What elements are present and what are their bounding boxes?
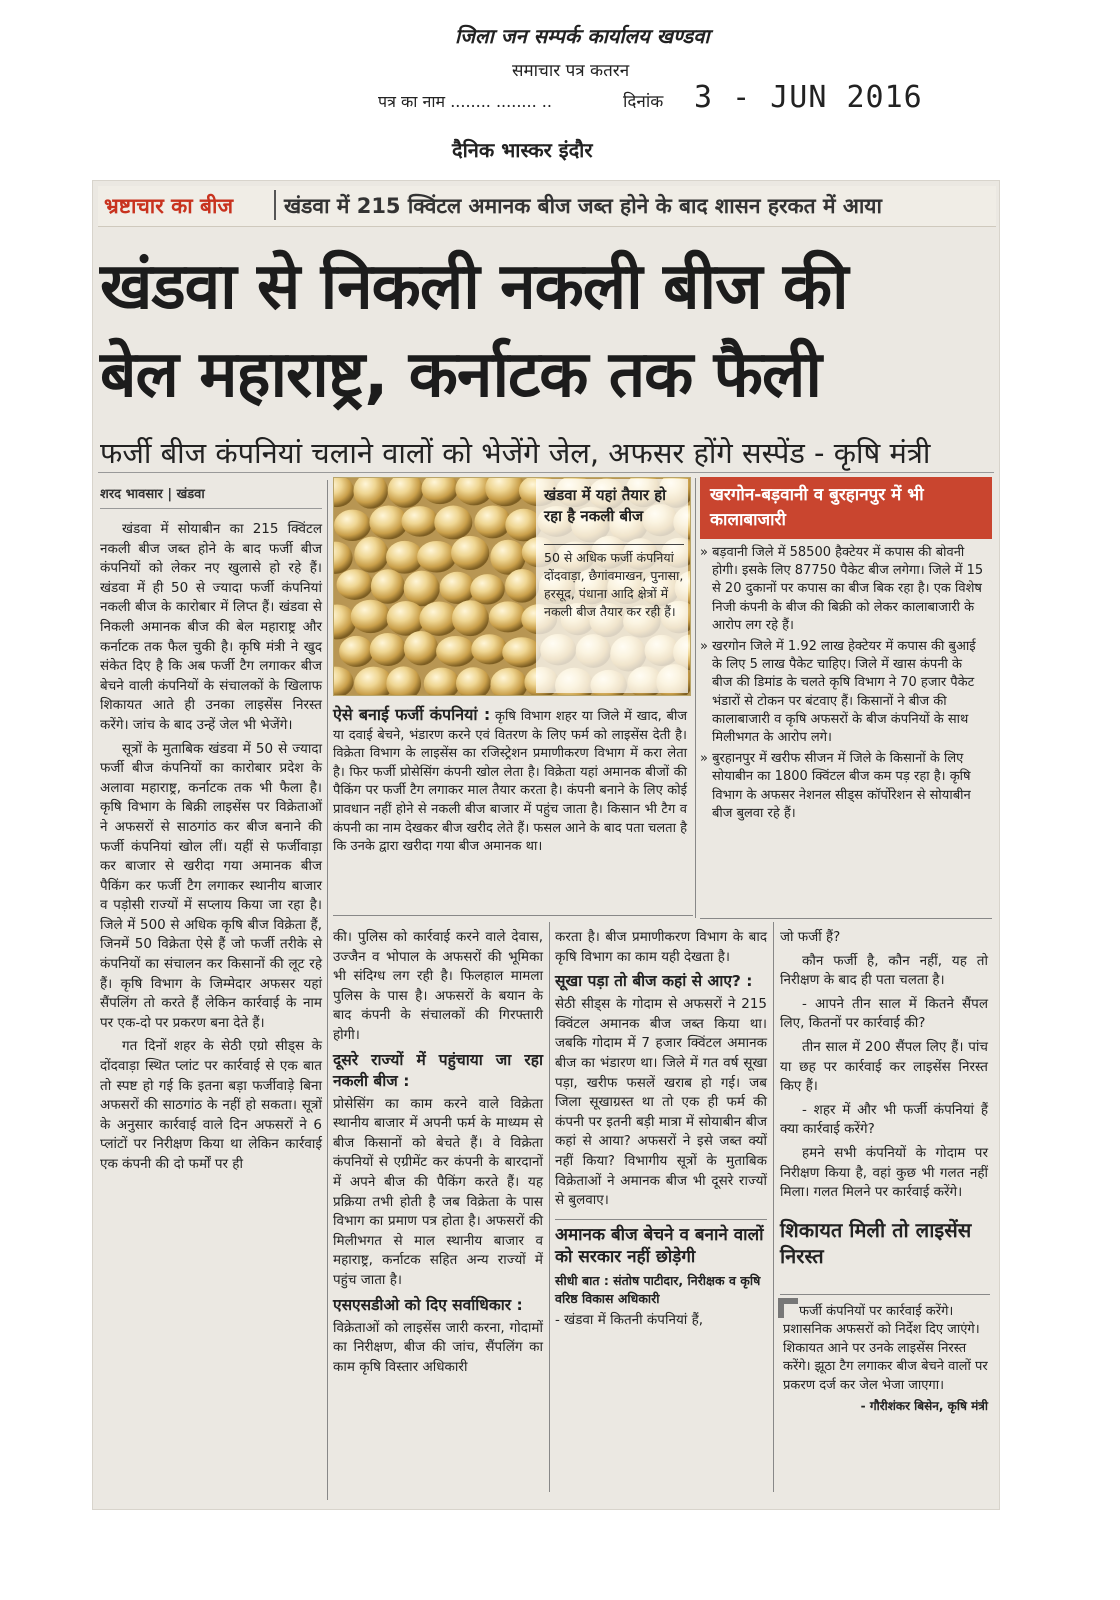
sidebar-item-burhanpur: » बुरहानपुर में खरीफ सीजन में जिले के किसानों के लिए सोयाबीन का 1800 क्विंटल बीज कम पड़ रहा है। कृषि विभाग के अफसर नेशनल सीड्स कॉर्पोरेशन से सोयाबीन बीज बुलवा रहे हैं। (700, 751, 971, 821)
date-value: 3 - JUN 2016 (694, 80, 923, 115)
soybean (505, 569, 539, 603)
column-rule-1 (327, 480, 328, 1500)
column-rule-2 (549, 922, 550, 1492)
soybean (439, 572, 475, 604)
interview-question-1: - खंडवा में कितनी कंपनियां हैं, (555, 1311, 704, 1328)
fake-companies-title: ऐसे बनाई फर्जी कंपनियां : (333, 705, 491, 724)
interview-meta: सीधी बात : संतोष पाटीदार, निरीक्षक व कृषि वरिष्ठ विकास अधिकारी (555, 1272, 761, 1306)
fake-companies-body: कृषि विभाग शहर या जिले में खाद, बीज या दवाई बेचने, भंडारण करने एवं वितरण के लिए फर्म को लाइसेंस देती है। विक्रेता विभाग के लाइसेंस का रजिस्ट्रेशन प्रमाणीकरण विभाग में करा लेता है। फिर फर्जी प्रोसेसिंग कंपनी खोल लेता है। विक्रेता यहां अमानक बीजों की पैकिंग पर फर्जी टैग लगाकर माल तैयार करता है। कंपनी बनाने के लिए कोई प्रावधान नहीं होने से नकली बीज बाजार में पहुंच जाता है। किसान भी टैग व कंपनी का नाम देखकर बीज खरीद लेते हैं। फसल आने के बाद पता चलता है कि उनके द्वारा खरीदा गया बीज अमानक था। (333, 709, 687, 855)
column-4 (780, 928, 988, 1207)
soybean (371, 569, 405, 604)
interview-answer-3: हमने सभी कंपनियों के गोदाम पर निरीक्षण किया है, वहां कुछ भी गलत नहीं मिला। गलत मिलने पर कार्रवाई करेंगे। (780, 1144, 988, 1201)
kicker-text: खंडवा में 215 क्विंटल अमानक बीज जब्त होने के बाद शासन हरकत में आया (284, 194, 882, 218)
newspaper-name: दैनिक भास्कर इंदौर (452, 138, 593, 162)
soybean (404, 571, 440, 607)
col3-paragraph-1: करता है। बीज प्रमाणीकरण विभाग के बाद कृषि विभाग का काम यही देखता है। (555, 929, 767, 965)
byline: शरद भावसार | खंडवा (100, 484, 322, 509)
column-rule-3 (773, 922, 774, 1492)
interview-question-3: - शहर में और भी फर्जी कंपनियां हैं क्या कार्रवाई करेंगे? (780, 1101, 988, 1138)
fake-companies-box (333, 706, 687, 857)
soybean (471, 634, 507, 664)
soybean (401, 506, 438, 537)
deck-subheadline: फर्जी बीज कंपनियां चलाने वालों को भेजेंगे जेल, अफसर होंगे सस्पेंड - कृषि मंत्री (100, 436, 931, 470)
minister-quote-attribution: - गौरीशंकर बिसेन, कृषि मंत्री (860, 1399, 988, 1414)
soybean (452, 600, 489, 636)
col2-paragraph-1: की। पुलिस को कार्रवाई करने वाले देवास, उज्जैन व भोपाल के अफसरों की भूमिका भी संदिग्ध लग रही है। फिलहाल मामला पुलिस के पास है। अफसरों के बयान के बाद कंपनी के संचालकों की गिरफ्तारी होगी। (333, 929, 543, 1043)
interview-question-1-cont: जो फर्जी हैं? (780, 929, 841, 945)
sidebar-item-barwani: » बड़वानी जिले में 58500 हैक्टेयर में कपास की बोवनी होगी। इसके लिए 87750 पैकेट बीज लगेगा। जिले में 15 से 20 दुकानों पर कपास का बीज बिक रहा है। एक विशेष निजी कंपनी के बीज की बिक्री को लेकर कालाबाजारी के आरोप लग रहे हैं। (700, 545, 984, 633)
col1-paragraph-1: खंडवा में सोयाबीन का 215 क्विंटल नकली बीज जब्त होने के बाद फर्जी बीज कंपनियों को लेकर नए खुलासे हो रहे हैं। खंडवा में ही 50 से ज्यादा फर्जी कंपनियां नकली बीज के कारोबार में लिप्त हैं। खंडवा से निकली अमानक बीज की बेल महाराष्ट्र और कर्नाटक तक फैल चुकी है। कृषि मंत्री ने खुद संकेत दिए है कि अब फर्जी टैग लगाकर बीज बेचने वाली कंपनियों के संचालकों के खिलाफ शिकायत आते ही उनका लाइसेंस निरस्त करेंगे। जांच के बाद उन्हें जेल भी भेजेंगे। (100, 521, 322, 733)
interview-headline: अमानक बीज बेचने व बनाने वालों को सरकार नहीं छोड़ेगी (555, 1219, 767, 1268)
soybean (489, 601, 527, 632)
soybean (334, 510, 371, 541)
sidebar-header (700, 477, 992, 539)
col1-paragraph-2: सूत्रों के मुताबिक खंडवा में 50 से ज्यादा फर्जी बीज कंपनियों का कारोबार प्रदेश के अलावा महाराष्ट्र, कर्नाटक तक भी फैला है। कृषि विभाग के बिक्री लाइसेंस पर विक्रेताओं ने अफसरों से साठगांठ कर बीज बनाने की फर्जी कंपनियां खोल लीं। यहीं से फर्जीवाड़ा कर बाजार से खरीदा गया अमानक बीज पैकिंग कर फर्जी टैग लगाकर स्थानीय बाजार व पड़ोसी राज्यों में सप्लाय किया जा रहा है। जिले में 500 से अधिक कृषि बीज विक्रेता हैं, जिनमें 50 विक्रेता ऐसे हैं जो फर्जी तरीके से कंपनियों का संचालन कर किसानों की लूट रहे हैं। कृषि विभाग के जिम्मेदार अफसर यहां सैंपलिंग तो करते हैं लेकिन कार्रवाई के नाम पर एक-दो पर प्रकरण बना देते हैं। (100, 740, 322, 1031)
col3-paragraph-2: सेठी सीड्स के गोदाम से अफसरों ने 215 क्विंटल अमानक बीज जब्त किया था। जबकि गोदाम में 7 हजार क्विंटल अमानक बीज का भंडारण था। जिले में गत वर्ष सूखा पड़ा, खरीफ फसलें खराब हो गई। जब जिला सूखाग्रस्त था तो एक ही फर्म की कंपनी पर इतनी बड़ी मात्रा में सोयाबीन बीज कहां से आया? अफसरों ने इसे जब्त क्यों नहीं किया? विभागीय सूत्रों के मुताबिक विक्रेताओं ने अमानक बीज भी दूसरे राज्यों से बुलवाए। (555, 996, 767, 1209)
sidebar-rule (695, 478, 696, 918)
soybean (470, 574, 504, 604)
soybean (474, 505, 511, 538)
photo-caption-title: खंडवा में यहां तैयार हो रहा है नकली बीज (544, 486, 667, 525)
col3-subhead-1: सूखा पड़ा तो बीज कहां से आए? : (555, 972, 753, 991)
photo-caption-box (536, 479, 688, 693)
photo-caption-body: 50 से अधिक फर्जी कंपनियां दोंदवाड़ा, छैगांवमाखन, पुनासा, हरसूद, पंधाना आदि क्षेत्रों में नकली बीज तैयार कर रही हैं। (544, 544, 684, 621)
sidebar-item-khargone: » खरगोन जिले में 1.92 लाख हेक्टेयर में कपास की बुआई के लिए 5 लाख पैकेट चाहिए। जिले में खास कंपनी के बीज की डिमांड के चलते कृषि विभाग ने 70 हजार पैकेट भंडारों से टोकन पर बंटवाए हैं। किसानों ने बीज की कालाबाजारी व कृषि अफसरों के बीज कंपनियों के साथ मिलीभगत के आरोप लगे। (700, 639, 976, 746)
interview-answer-2: तीन साल में 200 सैंपल लिए हैं। पांच या छह पर कार्रवाई कर लाइसेंस निरस्त किए हैं। (780, 1038, 988, 1095)
closing-rule (780, 1294, 990, 1295)
col1-paragraph-3: गत दिनों शहर के सेठी एग्रो सीड्स के दोंदवाड़ा स्थित प्लांट पर कार्रवाई से एक बात तो स्पष्ट हो गई कि इतना बड़ा फर्जीवाड़े बिना अफसरों की साठगांठ के नहीं हो सकता। सूत्रों के अनुसार कार्रवाई वाले दिन अफसरों ने 6 प्लांटों पर निरीक्षण किया था लेकिन कार्रवाई एक कंपनी की दो फर्मों पर ही (100, 1038, 322, 1172)
soybean (370, 633, 406, 666)
soybean (337, 569, 373, 600)
paper-name-label: पत्र का नाम ........ ........ .. (378, 92, 552, 111)
soybean (451, 536, 489, 570)
soybean (404, 631, 438, 665)
soybean (339, 636, 374, 667)
soybean (436, 636, 475, 667)
headline-line-2: बेल महाराष्ट्र, कर्नाटक तक फैली (100, 338, 821, 412)
deck-rule (98, 472, 994, 473)
col2-paragraph-2: प्रोसेसिंग का काम करने वाले विक्रेता स्थानीय बाजार में अपनी फर्म के माध्यम से बीज किसानों को बेचते हैं। वे विक्रेता कंपनियों से एग्रीमेंट कर कंपनी के बारदानों में अपने बीज की पैकिंग करते हैं। यह प्रक्रिया तभी होती है जब विक्रेता के पास विभाग का प्रमाण पत्र होता है। अफसरों की मिलीभगत से माल स्थानीय बाजार व महाराष्ट्र, कर्नाटक सहित अन्य राज्यों में पहुंच जाता है। (333, 1095, 543, 1288)
kicker-tag: भ्रष्टाचार का बीज (104, 194, 234, 218)
column-3 (555, 928, 767, 1334)
kicker-divider (274, 190, 276, 220)
minister-quote-text: फर्जी कंपनियों पर कार्रवाई करेंगे। प्रशासनिक अफसरों को निर्देश दिए जाएंगे। शिकायत आने पर उनके लाइसेंस निरस्त करेंगे। झूठा टैग लगाकर बीज बेचने वालों पर प्रकरण दर्ज कर जेल भेजा जाएगा। (783, 1304, 988, 1393)
column-2 (333, 928, 543, 1381)
headline-line-1: खंडवा से निकली नकली बीज की (100, 250, 848, 324)
middle-box-rule (333, 915, 693, 916)
soybean (417, 541, 456, 573)
soybean (354, 537, 389, 573)
col2-paragraph-3: विक्रेताओं को लाइसेंस जारी करना, गोदामों का निरीक्षण, बीज की जांच, सैंपलिंग का काम कृषि विस्तार अधिकारी (333, 1319, 543, 1375)
sidebar-body (700, 544, 986, 826)
col2-subhead-2: एसएसडीओ को दिए सर्वाधिकार : (333, 1295, 523, 1314)
soybean (434, 506, 472, 540)
col2-subhead-1: दूसरे राज्यों में पहुंचाया जा रहा नकली बीज : (333, 1050, 543, 1090)
clipping-label: समाचार पत्र कतरन (512, 61, 630, 81)
sidebar-bottom-rule (700, 918, 992, 919)
soybean (351, 600, 391, 633)
office-stamp-line: जिला जन सम्पर्क कार्यालय खण्डवा (455, 24, 710, 48)
minister-quote (783, 1303, 988, 1415)
column-1 (100, 520, 322, 1179)
interview-question-2: - आपने तीन साल में कितने सैंपल लिए, कितनों पर कार्रवाई की? (780, 995, 988, 1032)
sidebar-title: खरगोन-बड़वानी व बुरहानपुर में भी कालाबाजारी (710, 485, 924, 530)
date-label: दिनांक (623, 92, 664, 112)
interview-answer-1: कौन फर्जी है, कौन नहीं, यह तो निरीक्षण के बाद ही पता चलता है। (780, 952, 988, 989)
kicker-strip (98, 186, 996, 227)
closing-headline: शिकायत मिली तो लाइसेंस निरस्त (780, 1218, 972, 1268)
